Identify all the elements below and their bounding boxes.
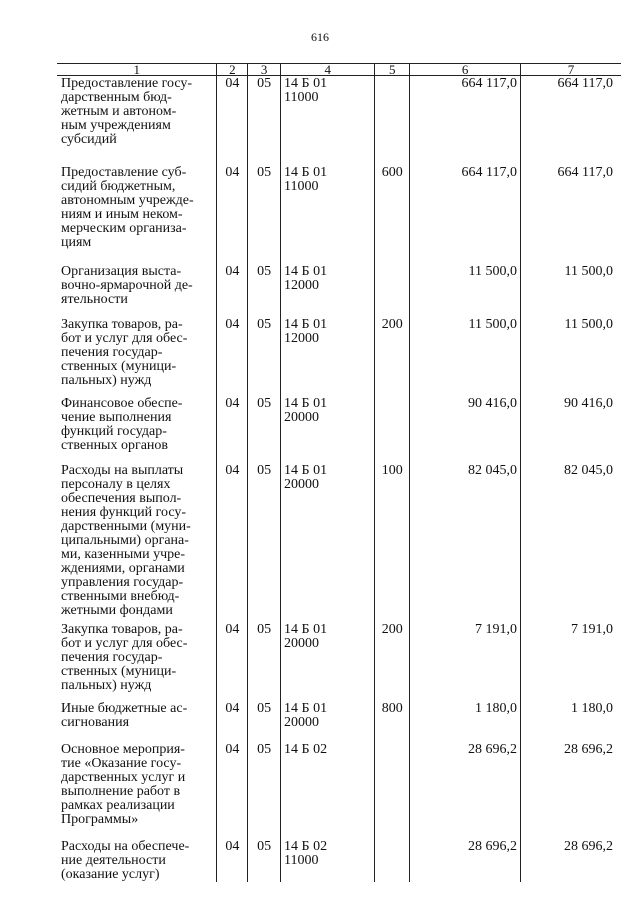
subsection-code-cell: 05 xyxy=(248,317,281,396)
target-article-cell: 14 Б 01 11000 xyxy=(281,165,375,264)
table-row xyxy=(57,396,621,463)
subsection-code-cell: 05 xyxy=(248,76,281,166)
expense-type-cell: 200 xyxy=(375,622,410,701)
row-name-cell: Расходы на обеспече- ние деятельности (оказание услуг) xyxy=(61,839,190,882)
section-code-cell: 04 xyxy=(217,622,248,701)
row-name-cell: Иные бюджетные ас- сигнования xyxy=(61,701,188,730)
target-article-cell: 14 Б 01 11000 xyxy=(281,76,375,166)
amount-col6-cell: 28 696,2 xyxy=(410,742,521,839)
table-row xyxy=(57,701,621,742)
amount-col6-cell: 1 180,0 xyxy=(410,701,521,742)
subsection-code-cell: 05 xyxy=(248,839,281,882)
subsection-code-cell: 05 xyxy=(248,165,281,264)
amount-col6-cell: 7 191,0 xyxy=(410,622,521,701)
section-code-cell: 04 xyxy=(217,264,248,317)
section-code-cell: 04 xyxy=(217,742,248,839)
row-name-cell: Расходы на выплаты персоналу в целях обеспечения выпол- нения функций госу- дарственными (муни- ципальными) органа- ми, казенными учре- ждениями, органами управления государ- ственными внебюд- жетными фондами xyxy=(61,463,191,618)
expense-type-cell xyxy=(375,264,410,317)
column-header: 1 xyxy=(57,64,217,76)
subsection-code-cell: 05 xyxy=(248,622,281,701)
amount-col6-cell: 82 045,0 xyxy=(410,463,521,622)
target-article-cell: 14 Б 01 20000 xyxy=(281,701,375,742)
section-code-cell: 04 xyxy=(217,396,248,463)
expense-type-cell: 800 xyxy=(375,701,410,742)
expense-type-cell: 600 xyxy=(375,165,410,264)
section-code-cell: 04 xyxy=(217,701,248,742)
amount-col6-cell: 664 117,0 xyxy=(410,165,521,264)
row-name-cell: Финансовое обеспе- чение выполнения функций государ- ственных органов xyxy=(61,396,183,453)
column-header: 4 xyxy=(281,64,375,76)
subsection-code-cell: 05 xyxy=(248,463,281,622)
amount-col7-cell: 1 180,0 xyxy=(520,701,621,742)
column-header: 3 xyxy=(248,64,281,76)
expense-type-cell xyxy=(375,76,410,166)
table-row xyxy=(57,264,621,317)
target-article-cell: 14 Б 02 11000 xyxy=(281,839,375,882)
table-header-row xyxy=(57,64,621,76)
amount-col7-cell: 11 500,0 xyxy=(520,264,621,317)
column-header: 7 xyxy=(520,64,621,76)
amount-col7-cell: 82 045,0 xyxy=(520,463,621,622)
table-row xyxy=(57,839,621,882)
subsection-code-cell: 05 xyxy=(248,396,281,463)
subsection-code-cell: 05 xyxy=(248,264,281,317)
target-article-cell: 14 Б 01 12000 xyxy=(281,317,375,396)
column-header: 2 xyxy=(217,64,248,76)
row-name-cell: Основное мероприя- тие «Оказание госу- дарственных услуг и выполнение работ в рамках реализации Программы» xyxy=(61,742,186,827)
row-name-cell: Закупка товаров, ра- бот и услуг для обес- печения государ- ственных (муници- пальных) нужд xyxy=(61,317,188,388)
amount-col7-cell: 11 500,0 xyxy=(520,317,621,396)
table-row xyxy=(57,463,621,622)
amount-col6-cell: 664 117,0 xyxy=(410,76,521,166)
table-row xyxy=(57,317,621,396)
section-code-cell: 04 xyxy=(217,165,248,264)
amount-col7-cell: 90 416,0 xyxy=(520,396,621,463)
amount-col6-cell: 11 500,0 xyxy=(410,317,521,396)
section-code-cell: 04 xyxy=(217,76,248,166)
budget-table-container xyxy=(57,63,621,882)
amount-col7-cell: 7 191,0 xyxy=(520,622,621,701)
amount-col6-cell: 11 500,0 xyxy=(410,264,521,317)
column-header: 6 xyxy=(410,64,521,76)
table-row xyxy=(57,622,621,701)
expense-type-cell xyxy=(375,839,410,882)
row-name-cell: Предоставление суб- сидий бюджетным, автономным учрежде- ниям и иным неком- мерческим организа- циям xyxy=(61,165,194,250)
amount-col7-cell: 664 117,0 xyxy=(520,76,621,166)
amount-col7-cell: 664 117,0 xyxy=(520,165,621,264)
expense-type-cell: 100 xyxy=(375,463,410,622)
table-body xyxy=(57,76,621,883)
expense-type-cell: 200 xyxy=(375,317,410,396)
target-article-cell: 14 Б 01 20000 xyxy=(281,396,375,463)
budget-table xyxy=(57,63,621,882)
amount-col7-cell: 28 696,2 xyxy=(520,839,621,882)
row-name-cell: Закупка товаров, ра- бот и услуг для обес- печения государ- ственных (муници- пальных) нужд xyxy=(61,622,188,693)
amount-col7-cell: 28 696,2 xyxy=(520,742,621,839)
amount-col6-cell: 90 416,0 xyxy=(410,396,521,463)
column-header: 5 xyxy=(375,64,410,76)
target-article-cell: 14 Б 02 xyxy=(281,742,375,839)
section-code-cell: 04 xyxy=(217,317,248,396)
amount-col6-cell: 28 696,2 xyxy=(410,839,521,882)
subsection-code-cell: 05 xyxy=(248,701,281,742)
table-row xyxy=(57,742,621,839)
target-article-cell: 14 Б 01 12000 xyxy=(281,264,375,317)
target-article-cell: 14 Б 01 20000 xyxy=(281,463,375,622)
subsection-code-cell: 05 xyxy=(248,742,281,839)
table-row xyxy=(57,76,621,166)
row-name-cell: Предоставление госу- дарственным бюд- жетным и автоном- ным учреждениям субсидий xyxy=(61,76,193,147)
row-name-cell: Организация выста- вочно-ярмарочной де- ятельности xyxy=(61,264,193,307)
expense-type-cell xyxy=(375,396,410,463)
target-article-cell: 14 Б 01 20000 xyxy=(281,622,375,701)
page-number: 616 xyxy=(311,30,329,44)
section-code-cell: 04 xyxy=(217,463,248,622)
table-row xyxy=(57,165,621,264)
section-code-cell: 04 xyxy=(217,839,248,882)
expense-type-cell xyxy=(375,742,410,839)
